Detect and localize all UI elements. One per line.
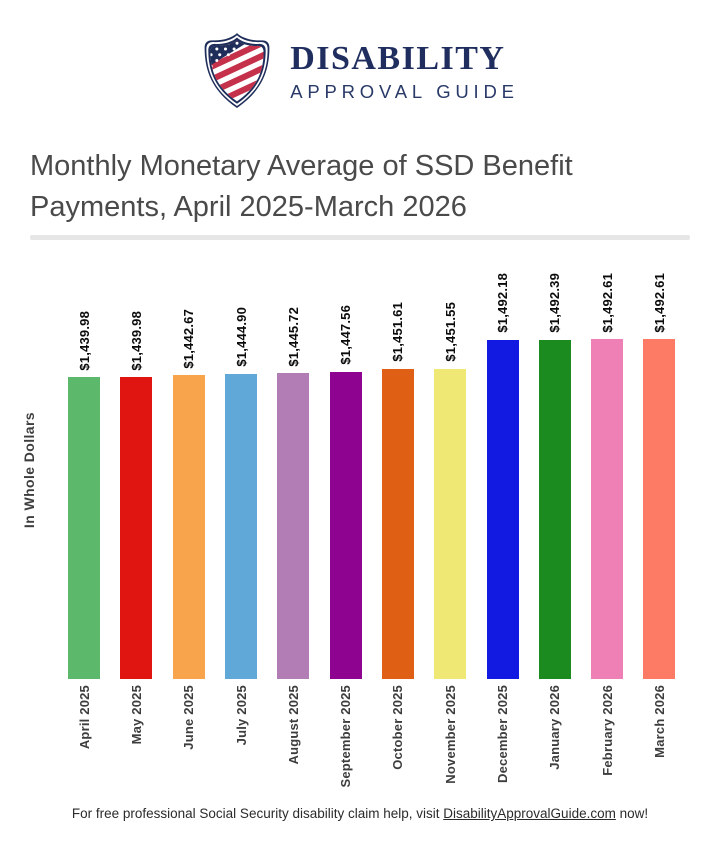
bar (591, 339, 623, 679)
bar (120, 377, 152, 679)
bar (330, 372, 362, 679)
bar-value-label: $1,447.56 (338, 305, 354, 365)
x-tick-label: May 2025 (128, 685, 144, 745)
bar-value-label: $1,451.55 (442, 302, 458, 362)
x-tick-label: July 2025 (233, 685, 249, 746)
footer-before-link: For free professional Social Security disability claim help, visit (71, 806, 444, 821)
bar-value-label: $1,444.90 (233, 307, 249, 367)
chart-column (581, 261, 633, 679)
chart-column (215, 261, 267, 679)
bar-value-label: $1,439.98 (128, 310, 144, 371)
x-tick (163, 679, 215, 801)
bar (382, 369, 414, 679)
x-tick (529, 679, 581, 801)
bar-chart (0, 261, 720, 801)
x-tick-label: April 2025 (76, 685, 92, 750)
chart-column (476, 261, 528, 679)
chart-column (267, 261, 319, 679)
bar (173, 375, 205, 679)
bar-value-label: $1,439.98 (76, 310, 92, 371)
chart-column (372, 261, 424, 679)
x-tick (58, 679, 110, 801)
bar-value-label: $1,451.61 (390, 302, 406, 362)
bar-value-label: $1,492.39 (547, 272, 563, 333)
plot-area (58, 261, 686, 679)
x-tick (424, 679, 476, 801)
bar-value-label: $1,442.67 (181, 308, 197, 369)
bar (487, 340, 519, 679)
page-title (30, 146, 690, 228)
bar-value-label: $1,492.61 (599, 272, 615, 333)
x-tick (319, 679, 371, 801)
chart-column (163, 261, 215, 679)
y-axis (0, 261, 58, 679)
x-tick-label: January 2026 (547, 685, 563, 770)
us-flag-shield-icon (201, 31, 273, 113)
x-tick (110, 679, 162, 801)
x-tick-label: December 2025 (495, 685, 511, 783)
chart-column (633, 261, 685, 679)
bar (643, 339, 675, 679)
x-tick-label: March 2026 (651, 685, 667, 758)
x-axis-spacer (0, 679, 58, 801)
x-tick (372, 679, 424, 801)
brand-tagline: APPROVAL GUIDE (290, 81, 519, 103)
chart-column (529, 261, 581, 679)
bar (68, 377, 100, 679)
page-title-line1: Monthly Monetary Average of SSD Benefit (30, 150, 573, 182)
y-axis-label: In Whole Dollars (21, 411, 37, 529)
chart-column (319, 261, 371, 679)
footer-link[interactable]: DisabilityApprovalGuide.com (443, 806, 616, 821)
x-tick-label: February 2026 (599, 685, 615, 776)
brand-name: DISABILITY (290, 39, 506, 77)
chart-column (424, 261, 476, 679)
brand-wordmark (290, 41, 519, 104)
x-tick (476, 679, 528, 801)
footer-after-link: now! (615, 806, 649, 821)
bar (277, 373, 309, 679)
x-tick (215, 679, 267, 801)
bar-value-label: $1,445.72 (285, 306, 301, 367)
x-axis (0, 679, 720, 801)
x-tick-label: November 2025 (442, 685, 458, 784)
chart-column (110, 261, 162, 679)
bar (225, 374, 257, 679)
footer-text (0, 806, 720, 821)
bar (434, 369, 466, 679)
x-tick-label: September 2025 (338, 685, 354, 788)
x-tick (581, 679, 633, 801)
x-tick (633, 679, 685, 801)
title-divider (30, 235, 690, 240)
bar (539, 340, 571, 680)
chart-column (58, 261, 110, 679)
x-tick-label: June 2025 (181, 685, 197, 750)
x-tick (267, 679, 319, 801)
bar-value-label: $1,492.61 (651, 272, 667, 333)
logo (0, 0, 720, 113)
page-title-line2: Payments, April 2025-March 2026 (30, 191, 467, 223)
x-tick-label: October 2025 (390, 685, 406, 770)
bar-value-label: $1,492.18 (495, 272, 511, 333)
x-tick-label: August 2025 (285, 685, 301, 765)
